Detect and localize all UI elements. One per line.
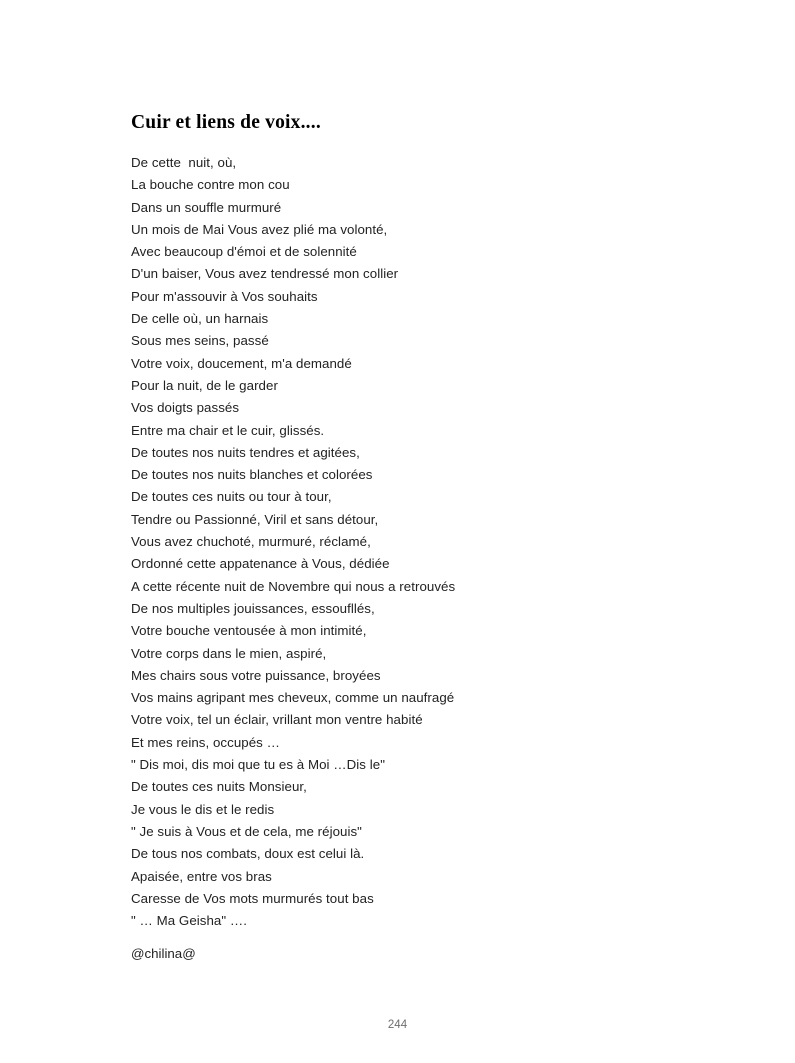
page-number: 244 [387, 1019, 408, 1031]
poem-line: De toutes ces nuits ou tour à tour, [131, 489, 332, 505]
poem-line: De nos multiples jouissances, essoufllés, [131, 600, 375, 616]
poem-line: Vos mains agripant mes cheveux, comme un naufragé [131, 690, 455, 706]
poem-line: " Je suis à Vous et de cela, me réjouis" [131, 823, 362, 839]
poem-line: Pour m'assouvir à Vos souhaits [131, 288, 318, 304]
poem-line: La bouche contre mon cou [131, 177, 290, 193]
poem-body [131, 152, 731, 932]
page-title: Cuir et liens de voix.... [131, 112, 321, 134]
poem-line: D'un baiser, Vous avez tendressé mon collier [131, 266, 399, 282]
poem-line: Vous avez chuchoté, murmuré, réclamé, [131, 534, 371, 550]
poem-line: Sous mes seins, passé [131, 333, 269, 349]
poem-line: Ordonné cette appatenance à Vous, dédiée [131, 556, 390, 572]
author-signature: @chilina@ [131, 946, 196, 961]
poem-line: Pour la nuit, de le garder [131, 377, 278, 393]
poem-line: Votre corps dans le mien, aspiré, [131, 645, 327, 661]
poem-line: Votre voix, tel un éclair, vrillant mon ventre habité [131, 712, 423, 728]
poem-line: Et mes reins, occupés … [131, 734, 280, 750]
poem-line: Avec beaucoup d'émoi et de solennité [131, 244, 357, 260]
poem-line: A cette récente nuit de Novembre qui nous a retrouvés [131, 578, 456, 594]
poem-line: De toutes nos nuits blanches et colorées [131, 467, 373, 483]
poem-line: Je vous le dis et le redis [131, 801, 275, 817]
poem-line: Tendre ou Passionné, Viril et sans détour, [131, 511, 379, 527]
poem-line: Un mois de Mai Vous avez plié ma volonté, [131, 221, 388, 237]
poem-line: Votre bouche ventousée à mon intimité, [131, 623, 367, 639]
poem-line: Vos doigts passés [131, 400, 240, 416]
poem-line: De cette nuit, où, [131, 155, 237, 170]
poem-line: Dans un souffle murmuré [131, 199, 282, 215]
poem-line: Votre voix, doucement, m'a demandé [131, 355, 352, 371]
poem-line: Entre ma chair et le cuir, glissés. [131, 422, 325, 438]
poem-line: Caresse de Vos mots murmurés tout bas [131, 890, 374, 906]
poem-line: " Dis moi, dis moi que tu es à Moi …Dis le" [131, 757, 385, 773]
poem-line: De toutes nos nuits tendres et agitées, [131, 444, 360, 460]
poem-line: De toutes ces nuits Monsieur, [131, 779, 307, 795]
poem-line: " … Ma Geisha" …. [131, 913, 247, 929]
poem-line: Mes chairs sous votre puissance, broyées [131, 667, 381, 683]
poem-line: De celle où, un harnais [131, 311, 269, 327]
poem-line: Apaisée, entre vos bras [131, 868, 272, 884]
poem-line: De tous nos combats, doux est celui là. [131, 846, 365, 862]
